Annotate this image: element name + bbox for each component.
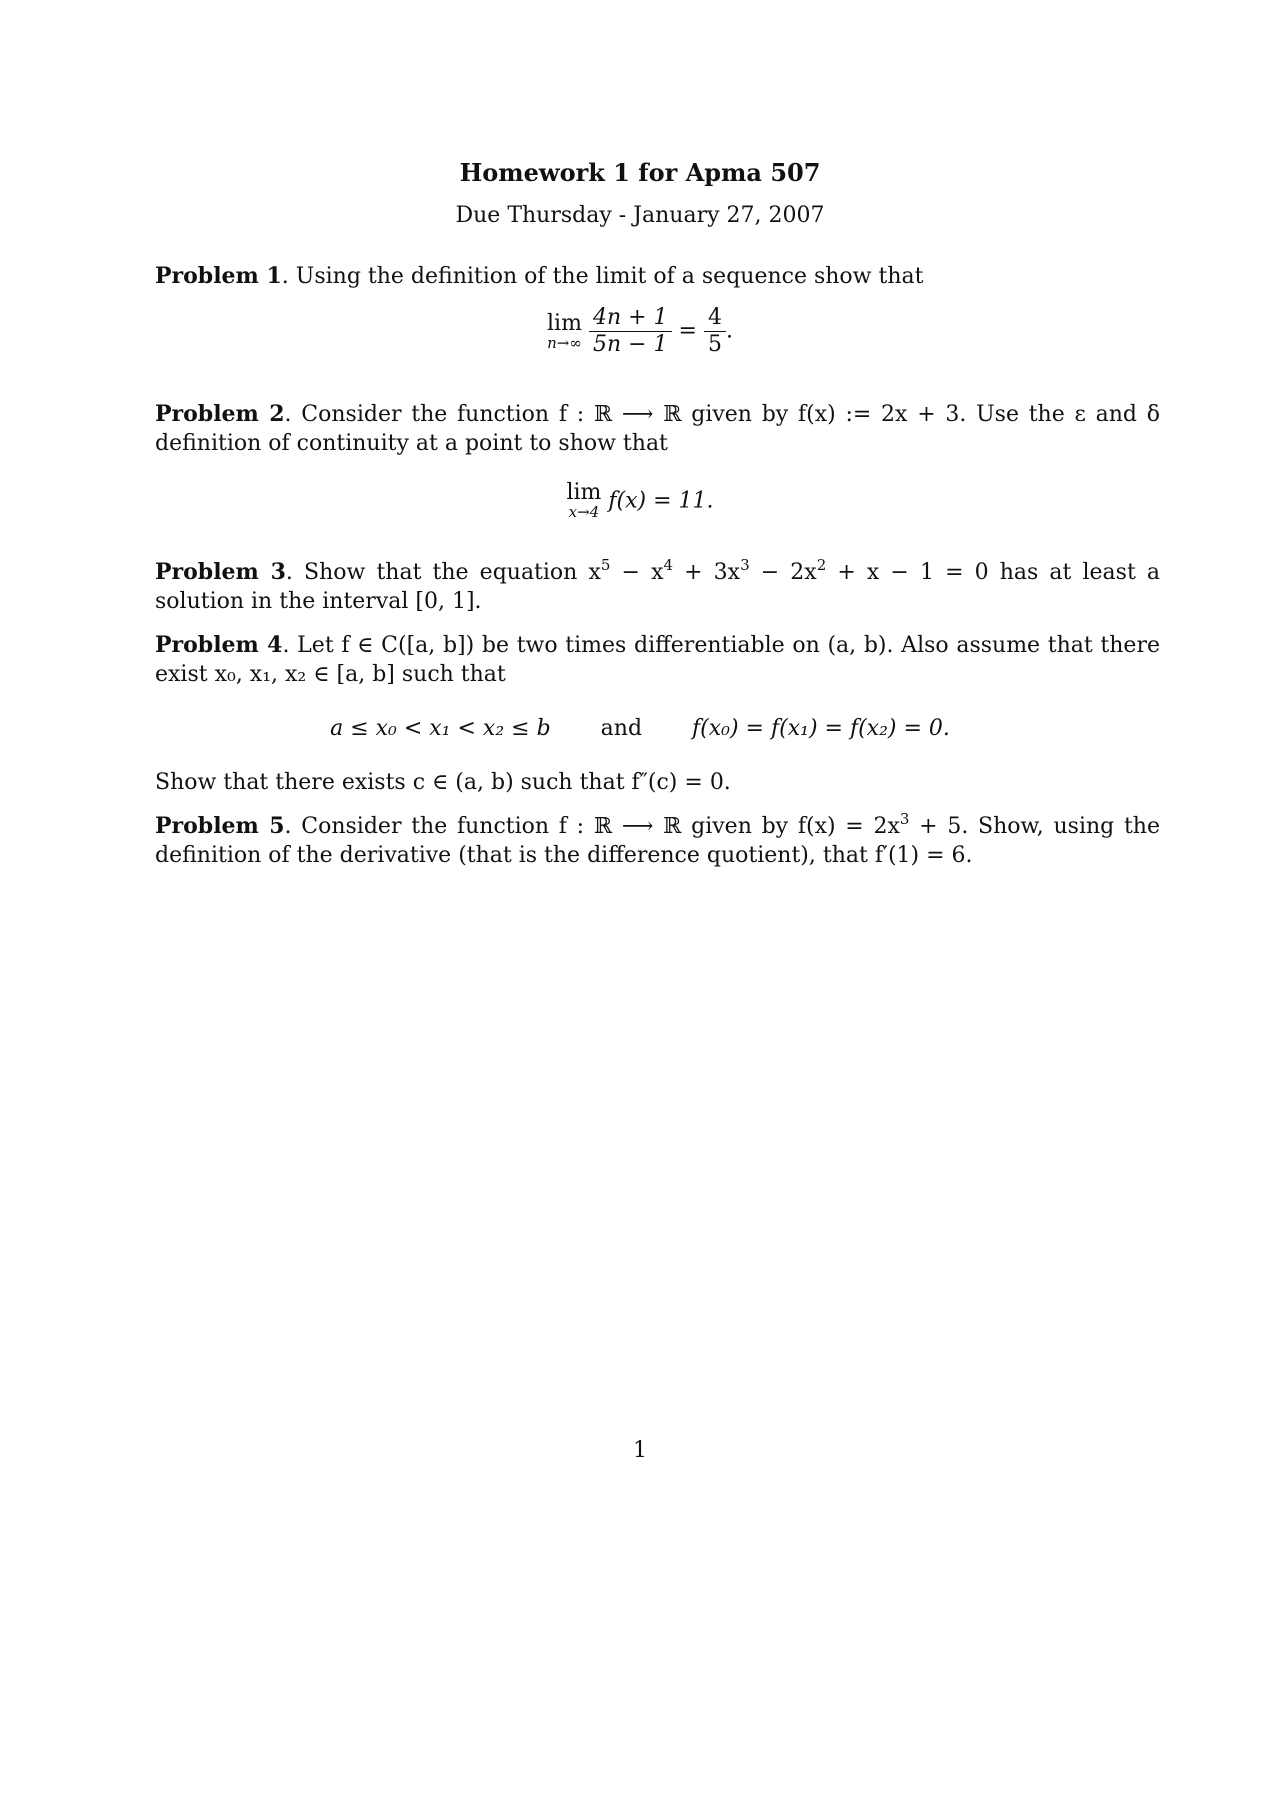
problem-1-label: Problem 1 [155,263,282,289]
problem-1-equation: lim n→∞ $\frac{4n + 1}{5n - 1}$ = $\frac{4}{5}$ . [547,305,733,357]
problem-4-label: Problem 4 [155,632,283,658]
problem-5-label: Problem 5 [155,813,285,839]
equals-sign: = [678,318,704,344]
problem-3-label: Problem 3 [155,559,286,585]
limit-operator: lim x→4 [566,480,602,521]
problem-2-label: Problem 2 [155,401,285,427]
problem-2-equation [0,482,1280,520]
problem-3-statement: Problem 3. Show that the equation $x^5 - x^4 + 3x^3 - 2x^2 + x - 1 = 0$ has at least a solution in the interval [0, 1]. [155,556,1161,614]
page-number: 1 [633,1438,647,1463]
problem-1-text: . Using the definition of the limit of a sequence show that [281,264,924,289]
problem-5-statement: Problem 5. Consider the function f : ℝ ⟶ ℝ given by $f(x) = 2x^3 + 5$. Show, using the definition of the derivative (that is the difference quotient), that f′(1) = 6. [155,810,1160,868]
limit-expression: f(x) = 11. [608,488,714,514]
problem-2-text: . Consider the function f : ℝ ⟶ ℝ given by f(x) := 2x + 3. Use the ε and δ definition of continuity at a point to show that [155,402,1160,456]
problem-4-equation: a ≤ x₀ < x₁ < x₂ ≤ b and f(x₀) = f(x₁) = f(x₂) = 0. [330,716,950,741]
problem-2-statement [155,400,1160,458]
fraction-left: $\frac{4n + 1}{5n - 1}$ [589,305,672,358]
fraction-right: $\frac{4}{5}$ [704,305,726,358]
due-date: Due Thursday - January 27, 2007 [455,203,825,228]
limit-operator: lim n→∞ [547,310,582,352]
problem-4-statement [155,631,1160,689]
problem-4-conclusion: Show that there exists c ∈ (a, b) such that f″(c) = 0. [155,770,731,795]
problem-1-statement [155,262,1160,291]
document-title: Homework 1 for Apma 507 [459,158,821,187]
problem-4-text: . Let f ∈ C([a, b]) be two times differentiable on (a, b). Also assume that there exist x₀, x₁, x₂ ∈ [a, b] such that [155,633,1160,687]
